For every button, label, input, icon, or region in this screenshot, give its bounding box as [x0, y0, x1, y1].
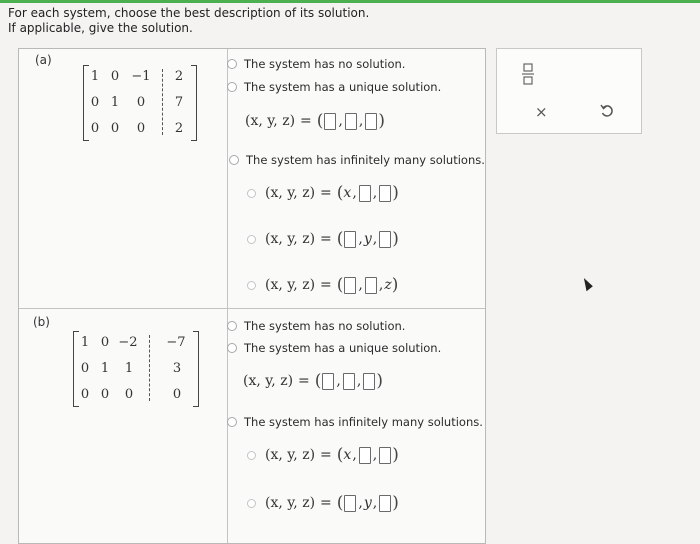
instructions-line-1: For each system, choose the best description of its solution. — [8, 6, 370, 20]
matrix-cell: 0 — [100, 387, 110, 402]
matrix-cell: 1 — [100, 361, 110, 376]
matrix-cell: −1 — [131, 69, 151, 84]
equals-sign: = — [320, 495, 332, 511]
x-answer-box[interactable] — [344, 277, 356, 294]
matrix-cell: 0 — [124, 387, 134, 402]
augment-line — [149, 335, 150, 401]
option-label: The system has no solution. — [244, 57, 406, 71]
part-b-option-infinite[interactable] — [227, 415, 483, 429]
column-divider — [227, 49, 228, 543]
matrix-cell: 3 — [172, 361, 182, 376]
z-answer-box[interactable] — [379, 447, 391, 464]
tuple-lhs: (x, y, z) — [265, 231, 316, 247]
part-b-param-y-row[interactable]: (x, y, z) = ( , y , ) — [247, 493, 399, 513]
matrix-cell: 2 — [174, 121, 184, 136]
mouse-cursor — [579, 277, 593, 291]
radio-button[interactable] — [227, 417, 237, 427]
z-answer-box[interactable] — [379, 231, 391, 248]
x-answer-box[interactable] — [344, 231, 356, 248]
matrix-cell: 0 — [136, 121, 146, 136]
tuple-lhs: (x, y, z) — [265, 447, 316, 463]
matrix-cell: 0 — [172, 387, 182, 402]
part-b-option-unique[interactable] — [227, 341, 441, 355]
radio-button[interactable] — [229, 155, 239, 165]
tools-palette — [496, 48, 642, 134]
free-var-x: x — [343, 447, 352, 463]
right-bracket — [191, 65, 197, 141]
tuple-lhs: (x, y, z) — [265, 495, 316, 511]
matrix-cell: 7 — [174, 95, 184, 110]
tuple-lhs: (x, y, z) — [265, 277, 316, 293]
part-a-unique-solution-row: (x, y, z) = ( , , ) — [245, 111, 385, 131]
z-answer-box[interactable] — [363, 373, 375, 390]
matrix-cell: −2 — [118, 335, 138, 350]
radio-button[interactable] — [247, 189, 256, 198]
radio-button[interactable] — [227, 82, 237, 92]
equals-sign: = — [298, 373, 310, 389]
matrix-cell: 0 — [90, 95, 100, 110]
part-b-label: (b) — [33, 315, 50, 329]
part-a-matrix — [83, 65, 203, 141]
radio-button[interactable] — [227, 321, 237, 331]
free-var-y: y — [363, 495, 372, 511]
option-label: The system has no solution. — [244, 319, 406, 333]
z-answer-box[interactable] — [379, 185, 391, 202]
y-answer-box[interactable] — [359, 447, 371, 464]
option-label: The system has infinitely many solutions. — [246, 153, 485, 167]
right-bracket — [193, 331, 199, 407]
matrix-cell: 0 — [90, 121, 100, 136]
row-divider — [19, 308, 485, 309]
part-b-option-no-solution[interactable] — [227, 319, 405, 333]
question-panel — [18, 48, 486, 544]
equals-sign: = — [320, 231, 332, 247]
equals-sign: = — [320, 185, 332, 201]
part-a-option-infinite[interactable] — [229, 153, 485, 167]
y-answer-box[interactable] — [365, 277, 377, 294]
y-answer-box[interactable] — [345, 113, 357, 130]
matrix-cell: 0 — [80, 387, 90, 402]
tuple-lhs: (x, y, z) — [243, 373, 294, 389]
y-answer-box[interactable] — [343, 373, 355, 390]
part-a-param-y-row[interactable]: (x, y, z) = ( , y , ) — [247, 229, 399, 249]
part-b-param-x-row[interactable]: (x, y, z) = ( x , , ) — [247, 445, 399, 465]
undo-icon[interactable] — [599, 103, 615, 119]
free-var-x: x — [343, 185, 352, 201]
x-answer-box[interactable] — [324, 113, 336, 130]
instructions-line-2: If applicable, give the solution. — [8, 21, 193, 35]
tuple-lhs: (x, y, z) — [245, 113, 296, 129]
instructions — [8, 6, 369, 36]
radio-button[interactable] — [247, 451, 256, 460]
matrix-cell: 1 — [80, 335, 90, 350]
part-a-param-x-row[interactable]: (x, y, z) = ( x , , ) — [247, 183, 399, 203]
option-label: The system has a unique solution. — [244, 341, 442, 355]
open-paren: ( — [316, 111, 324, 131]
part-a-param-z-row[interactable]: (x, y, z) = ( , , z ) — [247, 275, 398, 295]
matrix-cell: 0 — [136, 95, 146, 110]
augment-line — [162, 69, 163, 135]
matrix-cell: 0 — [110, 121, 120, 136]
equals-sign: = — [320, 447, 332, 463]
part-b-unique-solution-row: (x, y, z) = ( , , ) — [243, 371, 383, 391]
matrix-cell: 0 — [110, 69, 120, 84]
clear-button[interactable]: × — [535, 103, 548, 121]
matrix-cell: 1 — [124, 361, 134, 376]
matrix-cell: 1 — [110, 95, 120, 110]
y-answer-box[interactable] — [359, 185, 371, 202]
part-a-label: (a) — [35, 53, 52, 67]
radio-button[interactable] — [247, 499, 256, 508]
equals-sign: = — [320, 277, 332, 293]
radio-button[interactable] — [247, 281, 256, 290]
matrix-cell: 0 — [80, 361, 90, 376]
option-label: The system has a unique solution. — [244, 80, 442, 94]
radio-button[interactable] — [227, 343, 237, 353]
part-a-option-unique[interactable] — [227, 80, 441, 94]
top-accent-bar — [0, 0, 700, 3]
free-var-y: y — [363, 231, 372, 247]
part-b-matrix — [73, 331, 203, 407]
option-label: The system has infinitely many solutions. — [244, 415, 483, 429]
equals-sign: = — [300, 113, 312, 129]
x-answer-box[interactable] — [344, 495, 356, 512]
free-var-z: z — [384, 277, 392, 293]
matrix-cell: −7 — [166, 335, 186, 350]
radio-button[interactable] — [247, 235, 256, 244]
radio-button[interactable] — [227, 59, 237, 69]
close-paren: ) — [378, 111, 385, 131]
fraction-icon[interactable] — [521, 63, 535, 85]
z-answer-box[interactable] — [365, 113, 377, 130]
part-a-option-no-solution[interactable] — [227, 57, 405, 71]
matrix-cell: 0 — [100, 335, 110, 350]
tuple-lhs: (x, y, z) — [265, 185, 316, 201]
z-answer-box[interactable] — [379, 495, 391, 512]
matrix-cell: 1 — [90, 69, 100, 84]
matrix-cell: 2 — [174, 69, 184, 84]
x-answer-box[interactable] — [322, 373, 334, 390]
